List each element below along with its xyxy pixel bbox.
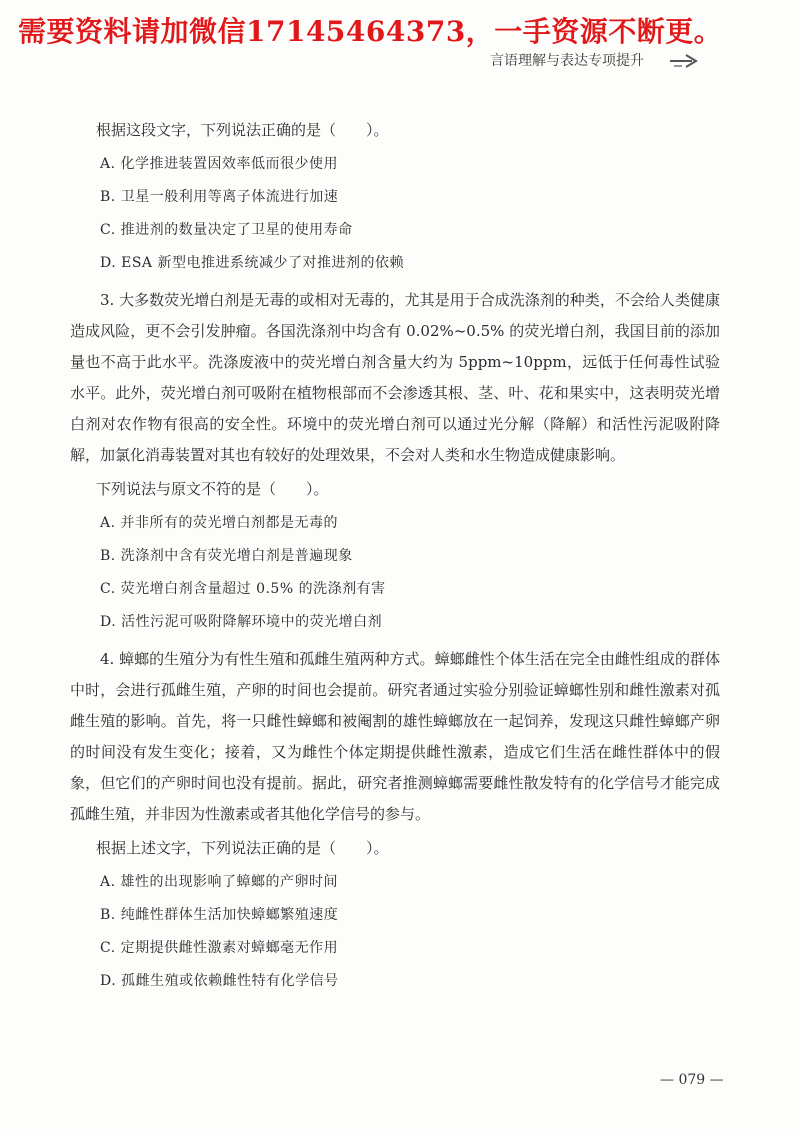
- option-d: D. 活性污泥可吸附降解环境中的荧光增白剂: [100, 614, 383, 630]
- question-passage: 3. 大多数荧光增白剂是无毒的或相对无毒的，尤其是用于合成洗涤剂的种类，不会给人类健康造成风险，更不会引发肿瘤。各国洗涤剂中均含有 0.02%~0.5% 的荧光增白剂，我国目前的添加量也不高于此水平。洗涤废液中的荧光增白剂含量大约为 5ppm~10ppm，远低于任何毒性试验水平。此外，荧光增白剂可吸附在植物根部而不会渗透其根、茎、叶、花和果实中，这表明荧光增白剂对农作物有很高的安全性。环境中的荧光增白剂可以通过光分解（降解）和活性污泥吸附降解，加氯化消毒装置对其也有较好的处理效果，不会对人类和水生物造成健康影响。: [70, 291, 720, 464]
- option-d: D. 孤雌生殖或依赖雌性特有化学信号: [100, 973, 339, 989]
- arrow-icon: [668, 52, 702, 70]
- page-number: — 079 —: [660, 1072, 724, 1088]
- promo-banner: 需要资料请加微信17145464373，一手资源不断更。: [18, 15, 723, 48]
- option-c: C. 荧光增白剂含量超过 0.5% 的洗涤剂有害: [100, 581, 386, 597]
- question-stem: 下列说法与原文不符的是（ ）。: [96, 480, 329, 498]
- option-a: A. 化学推进装置因效率低而很少使用: [100, 156, 339, 172]
- question-2-tail: [70, 118, 720, 274]
- question-stem: 根据上述文字，下列说法正确的是（ ）。: [96, 839, 389, 857]
- option-b: B. 卫星一般利用等离子体流进行加速: [100, 189, 339, 205]
- question-4: [70, 644, 720, 992]
- option-c: C. 定期提供雌性激素对蟑螂毫无作用: [100, 940, 339, 956]
- option-b: B. 纯雌性群体生活加快蟑螂繁殖速度: [100, 907, 339, 923]
- question-stem: 根据这段文字，下列说法正确的是（ ）。: [96, 121, 389, 139]
- option-c: C. 推进剂的数量决定了卫星的使用寿命: [100, 222, 353, 238]
- option-a: A. 并非所有的荧光增白剂都是无毒的: [100, 515, 339, 531]
- option-b: B. 洗涤剂中含有荧光增白剂是普遍现象: [100, 548, 353, 564]
- page-content: [70, 118, 720, 1003]
- running-head: 言语理解与表达专项提升: [490, 53, 644, 69]
- question-3: [70, 285, 720, 633]
- question-passage: 4. 蟑螂的生殖分为有性生殖和孤雌生殖两种方式。蟑螂雌性个体生活在完全由雌性组成的群体中时，会进行孤雌生殖，产卵的时间也会提前。研究者通过实验分别验证蟑螂性别和雌性激素对孤雌生殖的影响。首先，将一只雌性蟑螂和被阉割的雄性蟑螂放在一起饲养，发现这只雌性蟑螂产卵的时间没有发生变化；接着，又为雌性个体定期提供雌性激素，造成它们生活在雌性群体中的假象，但它们的产卵时间也没有提前。据此，研究者推测蟑螂需要雌性散发特有的化学信号才能完成孤雌生殖，并非因为性激素或者其他化学信号的参与。: [70, 650, 720, 823]
- option-d: D. ESA 新型电推进系统减少了对推进剂的依赖: [100, 255, 404, 271]
- option-a: A. 雄性的出现影响了蟑螂的产卵时间: [100, 874, 339, 890]
